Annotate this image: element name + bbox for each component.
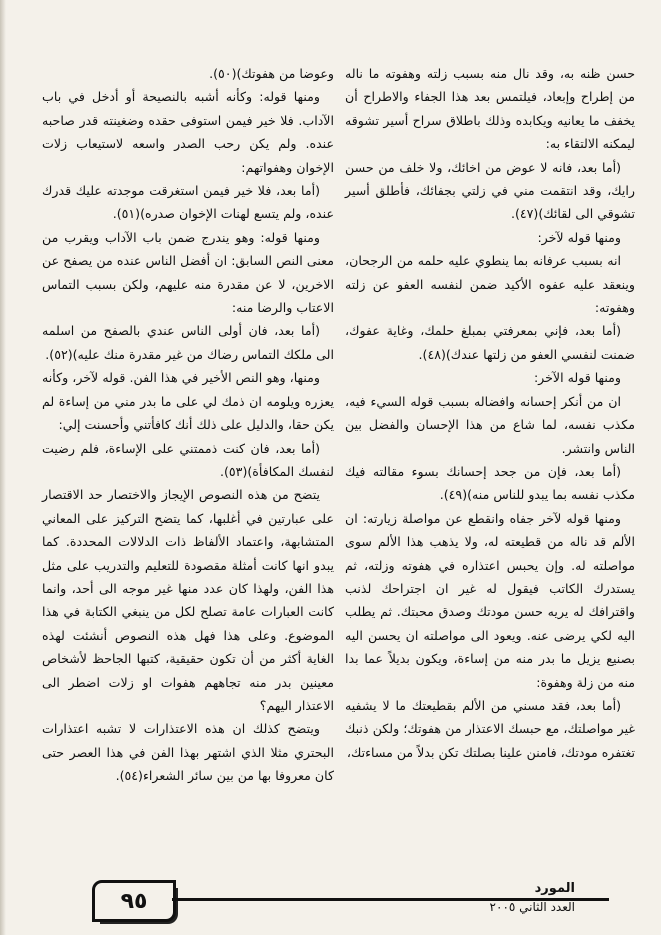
paragraph: ومنها، وهو النص الأخير في هذا الفن. قوله لآخر، وكأنه يعزره ويلومه ان ذمك لي على ما بدر مني من إساءة لم يكن حقا، والدليل على ذلك أنك كافأتني وأحسنت إلي: (42, 370, 334, 433)
paragraph: يتضح من هذه النصوص الإيجاز والاختصار حد الاقتصار على عبارتين في أغلبها، كما يتضح التركيز على المعاني المتشابهة، واعتماد الألفاظ ذات الدلالات المحددة. كما يبدو انها كانت أمثلة مقصودة للتعليم والتدريب على مثل هذا الفن، ولهذا كان عدد منها غير موجه الى أحد، وانما كانت العبارات عامة تصلح لكل من ينبغي الكتابة في هذا الموضوع. وعلى هذا فهل هذه النصوص أنشئت لهذه الغاية أكثر من أن تكون حقيقية، كتبها الجاحظ لأشخاص معينين بدر منه تجاههم هفوات او زلات اضطر الى الاعتذار اليهم؟ (42, 487, 334, 713)
paragraph: ومنها قوله: وكأنه أشبه بالنصيحة أو أدخل في باب الآداب. فلا خير فيمن استوفى حقده وضغينته قدر صاحبه عنده. ولم يكن رحب الصدر واسعه لاستيعاب زلات الإخوان وهفواتهم: (42, 89, 334, 175)
paragraph: ويتضح كذلك ان هذه الاعتذارات لا تشبه اعتذارات البحتري مثلا الذي اشتهر بهذا الفن في هذا العصر حتى كان معروفا بها من بين سائر الشعراء(٥٤). (42, 721, 334, 784)
paragraph: وعوضا من هفوتك)(٥٠). (209, 66, 334, 81)
quote-paragraph: (أما بعد، فإن من جحد إحسانك بسوء مقالته فيك مكذب نفسه بما يبدو للناس منه)(٤٩). (345, 463, 635, 503)
paragraph: ومنها قوله لآخر جفاه وانقطع عن مواصلة زيارته: ان الألم قد ناله من قطيعته له، ولا يذهب هذا الألم سوى مواصلته له. وإن يحبس اعتذاره في هفوته وزلته، ثم يستدرك الكاتب فيقول له غير ان اجتراحك لذنب واقترافك له يريه حسن مودتك وصدق محبتك. ثم يطلب اليه لكي يرضى عنه. ويعود الى مواصلته ان يحسن اليه بصنيع يزيل ما بدر منه من إساءة، ويكون بديلاً عما بدا منه من زلة وهفوة: (345, 510, 635, 690)
page-edge (0, 0, 6, 935)
paragraph: انه بسبب عرفانه بما ينطوي عليه حلمه من الرجحان، وينعقد عليه عفوه الأكيد ضمن لنفسه العفو عن زلته وهفوته: (345, 253, 635, 316)
right-text-column (345, 62, 635, 764)
quote-paragraph: (أما بعد، فانه لا عوض من اخائك، ولا خلف من حسن رايك، وقد انتقمت مني في زلتي بجفائك، فأطلق أسير تشوقي الى لقائك)(٤٧). (345, 159, 635, 222)
left-text-column (42, 62, 334, 788)
quote-paragraph: (أما بعد، فقد مسني من الألم بقطيعتك ما لا يشفيه غير مواصلتك، مع حبسك الاعتذار من هفوتك؛ ولكن ذنبك تغتفره مودتك، فامنن علينا بصلتك تكن بدلاً من مساءتك، (345, 697, 635, 760)
page-number: ٩٥ (92, 880, 176, 922)
paragraph: حسن ظنه به، وقد نال منه بسبب زلته وهفوته ما ناله من إطراح وإبعاد، فيلتمس بعد هذا الجفاء والاطراح أن يخفف ما يعانيه ويكابده وذلك باطلاق سراح أسير تشوقه ليمكنه الالتقاء به: (345, 66, 635, 152)
paragraph: ان من أنكر إحسانه وافضاله بسبب قوله السيء فيه، مكذب نفسه، لما شاع من هذا الإحسان والفضل بين الناس وانتشر. (345, 393, 635, 456)
journal-masthead (490, 880, 575, 916)
page-footer (0, 872, 661, 935)
quote-paragraph: (أما بعد، فلا خير فيمن استغرقت موجدته عليك قدرك عنده، ولم يتسع لهنات الإخوان صدره)(٥١). (42, 183, 334, 222)
journal-name: المورد (534, 881, 575, 896)
quote-paragraph: (أما بعد، فإني بمعرفتي بمبلغ حلمك، وغاية عفوك، ضمنت لنفسي العفو من زلتها عندك)(٤٨). (345, 323, 635, 362)
paragraph: ومنها قوله الآخر: (533, 370, 621, 386)
journal-issue: العدد الثاني ٢٠٠٥ (489, 900, 575, 914)
quote-paragraph: (أما بعد، فان أولى الناس عندي بالصفح من اسلمه الى ملكك التماس رضاك من غير مقدرة منك عليه)(٥٢). (42, 323, 334, 362)
paragraph: ومنها قوله: وهو يندرج ضمن باب الآداب ويقرب من معنى النص السابق: ان أفضل الناس عنده من يصفح عن الاخرين، لا عن مقدرة منه عليهم، ولكن بسبب التماس الاعتاب والرضا منه: (42, 229, 334, 316)
paragraph: ومنها قوله لآخر: (537, 229, 621, 245)
quote-paragraph: (أما بعد، فان كنت ذممتني على الإساءة، فلم رضيت لنفسك المكافأة)(٥٣). (42, 440, 334, 479)
